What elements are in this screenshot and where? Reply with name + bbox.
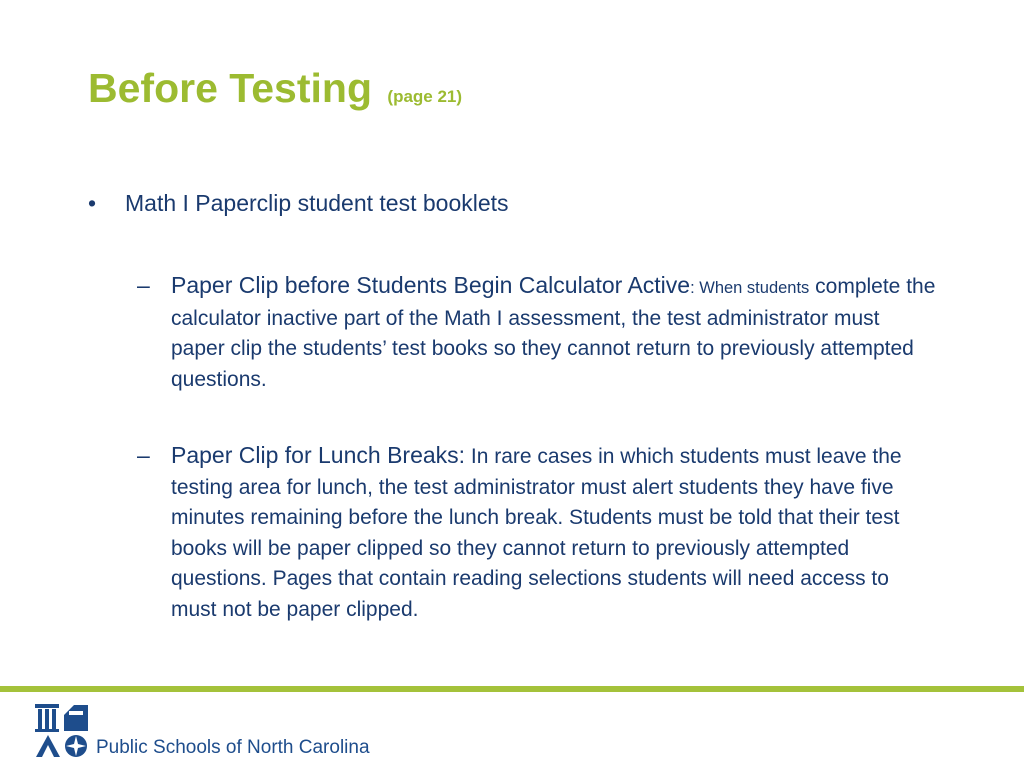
subbullet-lead: Paper Clip for Lunch Breaks: xyxy=(171,442,466,468)
title-page-note: (page 21) xyxy=(387,87,463,106)
subbullet-lunch-breaks xyxy=(137,440,937,625)
subbullet-lead-small: : When students xyxy=(690,279,810,297)
bullet-text: Math I Paperclip student test booklets xyxy=(125,190,509,216)
main-bullet xyxy=(88,188,968,218)
subbullet-text: complete the calculator inactive part of the Math I assessment, the test administrator must paper clip the students’ test books so they cannot return to previously attempted questions. xyxy=(171,275,936,391)
footer-org-name: Public Schools of North Carolina xyxy=(96,737,370,758)
subbullet-marker: – xyxy=(137,272,150,298)
subbullet-body xyxy=(171,440,937,625)
slide-title xyxy=(88,66,462,111)
bullet-marker: • xyxy=(88,190,97,216)
nc-public-schools-logo-icon xyxy=(34,703,90,759)
title-text: Before Testing xyxy=(88,65,372,111)
subbullet-calculator-active xyxy=(137,270,937,395)
subbullet-text: In rare cases in which students must leave the testing area for lunch, the test administrator must alert students they have five minutes remaining before the lunch break. Students must be told that their test books will be paper clipped so they cannot return to previously attempted questions. Pages that contain reading selections students will need access to must not be paper clipped. xyxy=(171,445,902,621)
subbullet-marker: – xyxy=(137,442,150,468)
subbullet-body xyxy=(171,270,937,395)
footer-divider xyxy=(0,686,1024,692)
subbullet-lead: Paper Clip before Students Begin Calculator Active xyxy=(171,272,691,298)
